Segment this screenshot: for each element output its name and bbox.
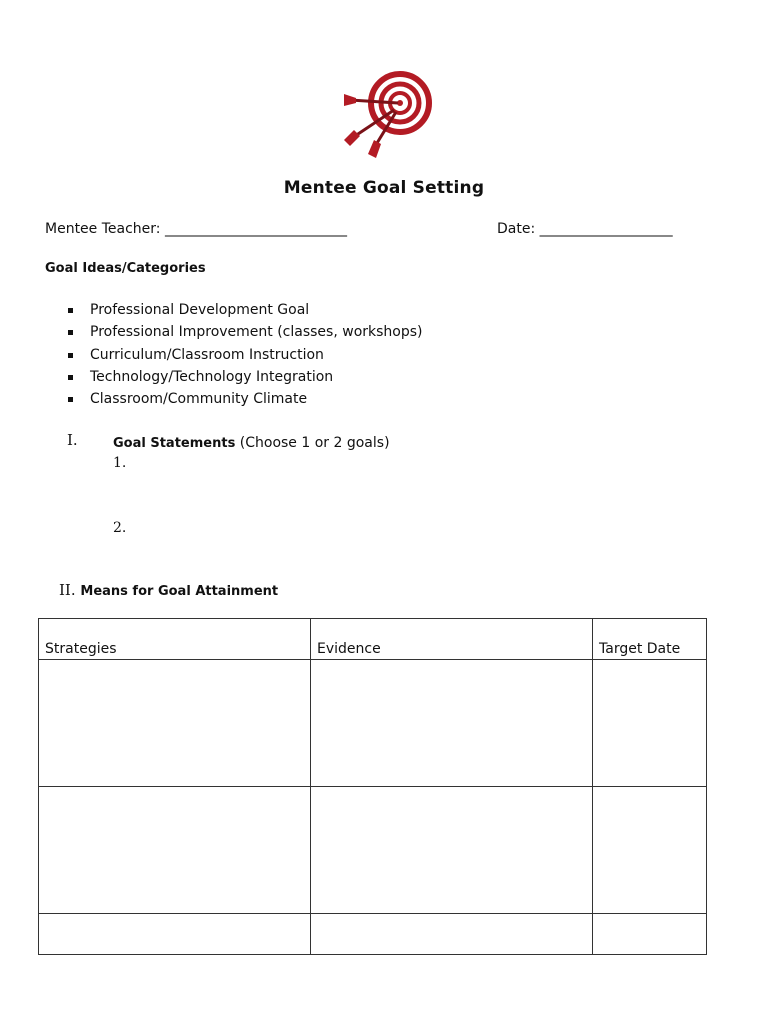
- list-item: Curriculum/Classroom Instruction: [66, 345, 423, 367]
- table-cell[interactable]: [39, 660, 311, 787]
- table-row: [39, 787, 707, 914]
- target-logo-icon: [336, 68, 440, 162]
- section-one-numeral: I.: [67, 431, 78, 449]
- bullet-square-icon: [68, 375, 73, 380]
- bullet-square-icon: [68, 330, 73, 335]
- table-cell[interactable]: [311, 787, 593, 914]
- date-blank: ___________________: [539, 221, 673, 237]
- column-header-target-date: Target Date: [593, 619, 707, 660]
- date-field: [497, 221, 673, 237]
- goal-ideas-heading: Goal Ideas/Categories: [45, 261, 206, 276]
- means-table: [38, 618, 707, 955]
- page-title: Mentee Goal Setting: [283, 178, 485, 198]
- section-two-numeral: II.: [59, 581, 81, 599]
- column-header-strategies: Strategies: [39, 619, 311, 660]
- table-cell[interactable]: [593, 787, 707, 914]
- list-item: Professional Improvement (classes, workshops): [66, 322, 423, 344]
- mentee-teacher-label: Mentee Teacher:: [45, 221, 165, 237]
- bullet-square-icon: [68, 353, 73, 358]
- bullet-square-icon: [68, 397, 73, 402]
- table-row: [39, 914, 707, 955]
- table-cell[interactable]: [39, 787, 311, 914]
- list-item: Technology/Technology Integration: [66, 367, 423, 389]
- list-item: Professional Development Goal: [66, 300, 423, 322]
- table-cell[interactable]: [593, 660, 707, 787]
- goal-statements-note: (Choose 1 or 2 goals): [235, 435, 390, 451]
- table-header-row: [39, 619, 707, 660]
- goal-ideas-list: [66, 300, 423, 411]
- table-row: [39, 660, 707, 787]
- column-header-evidence: Evidence: [311, 619, 593, 660]
- mentee-teacher-blank: __________________________: [164, 221, 347, 237]
- table-cell[interactable]: [593, 914, 707, 955]
- bullet-square-icon: [68, 308, 73, 313]
- date-label: Date:: [497, 221, 540, 237]
- mentee-teacher-field: [45, 221, 347, 237]
- table-cell[interactable]: [311, 914, 593, 955]
- list-item: Classroom/Community Climate: [66, 389, 423, 411]
- table-cell[interactable]: [39, 914, 311, 955]
- goal-statements-heading: Goal Statements (Choose 1 or 2 goals): [113, 435, 390, 451]
- means-heading: II. Means for Goal Attainment: [59, 581, 279, 599]
- table-cell[interactable]: [311, 660, 593, 787]
- goal-item-number-2: 2.: [113, 520, 127, 536]
- goal-item-number-1: 1.: [113, 455, 127, 471]
